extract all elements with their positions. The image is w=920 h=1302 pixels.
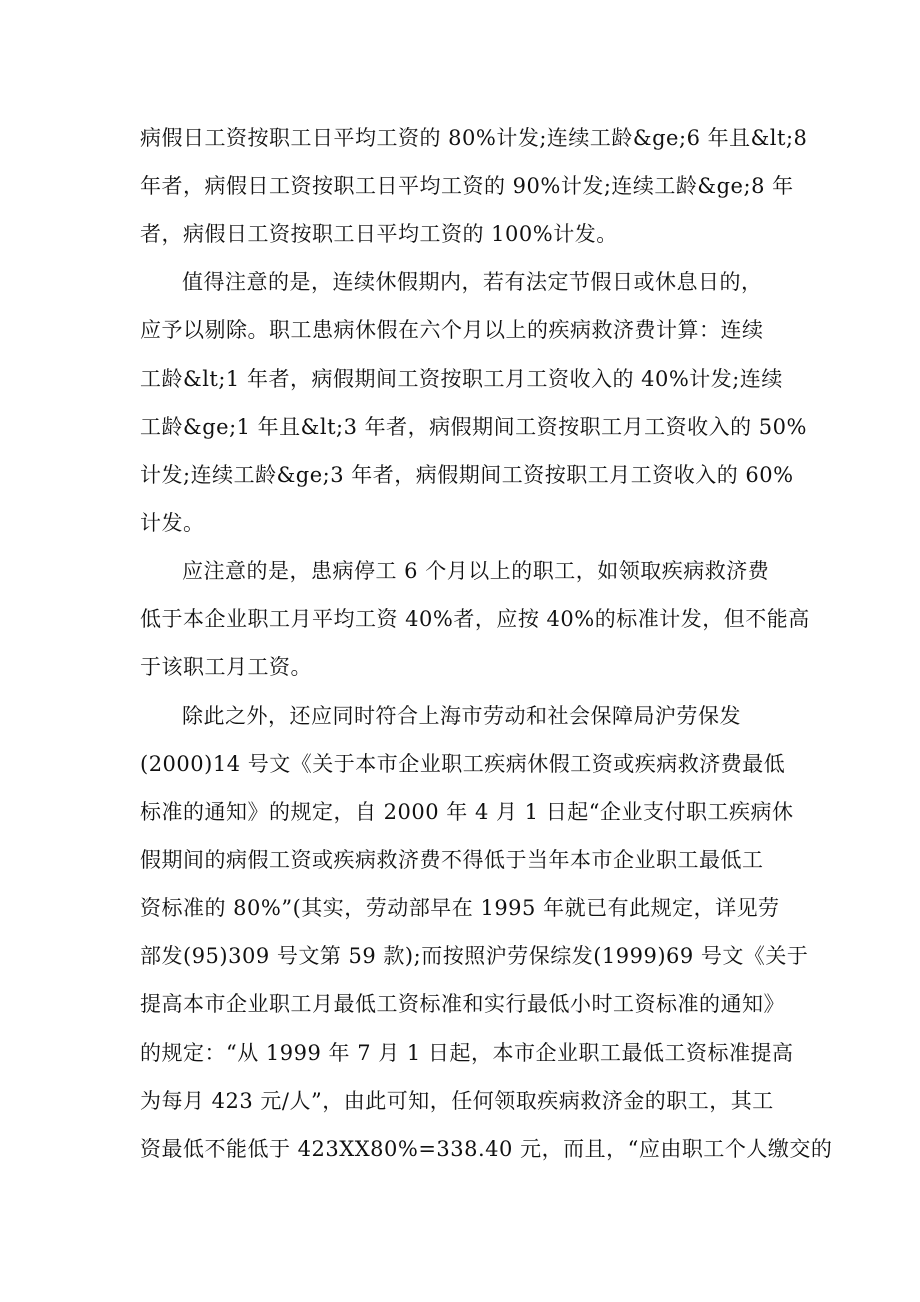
paragraph-2-line-3: 工龄&lt;1 年者，病假期间工资按职工月工资收入的 40%计发;连续 — [140, 367, 783, 391]
paragraph-4-line-2: (2000)14 号文《关于本市企业职工疾病休假工资或疾病救济费最低 — [140, 752, 786, 776]
paragraph-4-line-9: 为每月 423 元/人”，由此可知，任何领取疾病救济金的职工，其工 — [140, 1089, 774, 1113]
paragraph-4-line-3: 标准的通知》的规定，自 2000 年 4 月 1 日起“企业支付职工疾病休 — [140, 800, 794, 824]
paragraph-1-line-2: 年者，病假日工资按职工日平均工资的 90%计发;连续工龄&ge;8 年 — [140, 174, 794, 198]
paragraph-3-line-2: 低于本企业职工月平均工资 40%者，应按 40%的标准计发，但不能高 — [140, 607, 810, 631]
paragraph-3-line-1: 应注意的是，患病停工 6 个月以上的职工，如领取疾病救济费 — [182, 559, 770, 583]
paragraph-2-line-2: 应予以剔除。职工患病休假在六个月以上的疾病救济费计算：连续 — [140, 318, 764, 342]
paragraph-1-line-1: 病假日工资按职工日平均工资的 80%计发;连续工龄&ge;6 年且&lt;8 — [140, 126, 808, 150]
paragraph-4-line-6: 部发(95)309 号文第 59 款);而按照沪劳保综发(1999)69 号文《关于 — [140, 944, 809, 968]
paragraph-2-line-5: 计发;连续工龄&ge;3 年者，病假期间工资按职工月工资收入的 60% — [140, 463, 794, 487]
paragraph-3-line-3: 于该职工月工资。 — [140, 655, 312, 679]
paragraph-1-line-3: 者，病假日工资按职工日平均工资的 100%计发。 — [140, 222, 618, 246]
paragraph-4-line-5: 资标准的 80%”(其实，劳动部早在 1995 年就已有此规定，详见劳 — [140, 896, 780, 920]
paragraph-4-line-4: 假期间的病假工资或疾病救济费不得低于当年本市企业职工最低工 — [140, 848, 764, 872]
paragraph-4-line-1: 除此之外，还应同时符合上海市劳动和社会保障局沪劳保发 — [182, 704, 741, 728]
paragraph-4-line-10: 资最低不能低于 423XX80%=338.40 元，而且，“应由职工个人缴交的 — [140, 1137, 833, 1161]
paragraph-4-line-7: 提高本市企业职工月最低工资标准和实行最低小时工资标准的通知》 — [140, 992, 785, 1016]
paragraph-2-line-4: 工龄&ge;1 年且&lt;3 年者，病假期间工资按职工月工资收入的 50% — [140, 415, 807, 439]
paragraph-4-line-8: 的规定：“从 1999 年 7 月 1 日起，本市企业职工最低工资标准提高 — [140, 1041, 794, 1065]
paragraph-2-line-6: 计发。 — [140, 511, 205, 535]
paragraph-2-line-1: 值得注意的是，连续休假期内，若有法定节假日或休息日的， — [182, 270, 763, 294]
